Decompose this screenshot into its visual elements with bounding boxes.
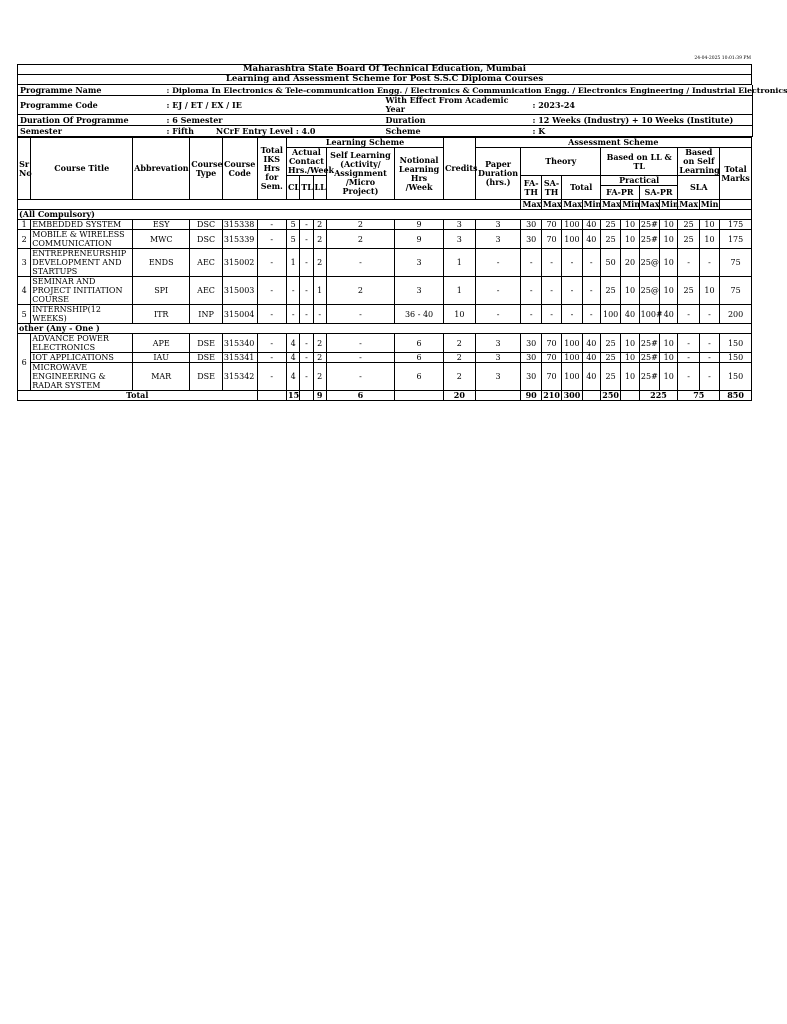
semester-value — [165, 126, 384, 137]
cell-nl: 9 — [395, 220, 444, 230]
duration-label: Duration — [385, 114, 426, 125]
course-title: ADVANCE POWER ELECTRONICS — [31, 334, 133, 353]
cell-type: DSC — [190, 220, 223, 230]
programme-code-label: Programme Code — [20, 99, 98, 110]
scheme-title: Learning and Assessment Scheme for Post S.S.C Diploma Courses — [18, 75, 752, 85]
cell-iks: - — [257, 220, 287, 230]
cell-cr: 3 — [444, 230, 476, 249]
hdr-min: Min — [661, 199, 679, 209]
scheme-table — [17, 137, 752, 401]
cell-nl: 3 — [395, 277, 444, 305]
cell-cl: 4 — [287, 363, 300, 391]
effect-value: : 2023-24 — [532, 99, 575, 110]
cell-sl: - — [326, 363, 394, 391]
cell-sapr-min: 10 — [660, 277, 678, 305]
cell-sl: 2 — [326, 277, 394, 305]
hdr-sla: SLA — [678, 176, 720, 200]
hdr-max: Max — [679, 199, 699, 209]
cell-total: 200 — [720, 305, 752, 324]
cell-sath: 70 — [541, 220, 561, 230]
cell-sapr-max: 25# — [640, 220, 658, 229]
course-title: IOT APPLICATIONS — [31, 353, 133, 363]
cell-pd: - — [475, 249, 521, 277]
total-cl: 15 — [288, 390, 300, 400]
cell-sl: - — [326, 305, 394, 324]
cell-cl: - — [287, 305, 300, 324]
cell-total: 150 — [720, 353, 752, 363]
cell-type: DSE — [190, 363, 223, 391]
cell-total: 75 — [720, 277, 752, 305]
hdr-total-marks: Total Marks — [720, 148, 752, 200]
hdr-notional: Notional Learning Hrs /Week — [395, 148, 444, 200]
cell-sapr-max: 25# — [640, 353, 658, 362]
cell-total: 150 — [720, 334, 752, 353]
cell-sapr-min: 10 — [660, 363, 678, 391]
cell-tmax: 100 — [562, 334, 582, 353]
cell-pd: - — [475, 277, 521, 305]
hdr-actual-contact: Actual Contact Hrs./Week — [288, 147, 335, 175]
cell-abbr: ESY — [133, 220, 190, 230]
cell-pd: 3 — [475, 334, 521, 353]
cell-cr: 2 — [444, 363, 476, 391]
cell-abbr: MAR — [133, 363, 190, 391]
cell-sla-max: - — [678, 363, 699, 391]
cell-code: 315003 — [222, 277, 257, 305]
cell-tl: - — [300, 220, 313, 230]
cell-fapr-min: 10 — [621, 277, 639, 305]
cell-sl: - — [326, 334, 394, 353]
hdr-min: Min — [583, 199, 602, 209]
hdr-min: Min — [622, 199, 641, 209]
cell-fapr-max: 25 — [600, 220, 620, 230]
cell-cr: 1 — [444, 249, 476, 277]
cell-sr: 5 — [18, 305, 31, 324]
cell-sla-min: 10 — [699, 277, 719, 305]
cell-sla-max: 25 — [678, 277, 699, 305]
cell-sath: - — [541, 249, 561, 277]
cell-abbr: ENDS — [133, 249, 190, 277]
group-compulsory: (All Compulsory) — [18, 210, 752, 220]
course-title: MOBILE & WIRELESS COMMUNICATION — [31, 230, 133, 249]
cell-cl: 4 — [287, 334, 300, 353]
cell-iks: - — [257, 277, 287, 305]
hdr-min: Min — [700, 199, 719, 209]
hdr-fa-th: FA-TH — [521, 176, 541, 200]
cell-fapr-min: 10 — [621, 230, 639, 249]
cell-type: AEC — [190, 249, 223, 277]
cell-iks: - — [257, 334, 287, 353]
cell-tl: - — [300, 363, 313, 391]
cell-fapr-min: 10 — [621, 353, 639, 363]
cell-sla-max: - — [678, 353, 699, 363]
cell-sapr-max: 25# — [639, 334, 659, 353]
cell-sath: 70 — [541, 353, 561, 363]
total-sla: 75 — [678, 391, 720, 401]
cell-total: 175 — [720, 230, 752, 249]
duration-programme-label: Duration Of Programme — [20, 114, 129, 125]
cell-sla-min: - — [699, 353, 719, 363]
cell-type: DSC — [190, 230, 223, 249]
table-row — [18, 305, 752, 324]
ncrf-level: NCrF Entry Level : 4.0 — [215, 125, 316, 136]
hdr-ll: LL — [313, 176, 326, 200]
hdr-tl: TL — [300, 176, 313, 200]
cell-fath: 30 — [521, 220, 541, 230]
cell-sapr-min: 10 — [660, 220, 678, 230]
cell-tmin: - — [582, 249, 600, 277]
cell-pd: 3 — [475, 220, 521, 230]
cell-code: 315339 — [222, 230, 257, 249]
course-title: ENTREPRENEURSHIP DEVELOPMENT AND STARTUPS — [31, 249, 133, 277]
table-row — [18, 363, 752, 391]
cell-sr: 3 — [18, 249, 31, 277]
duration-value: : 12 Weeks (Industry) + 10 Weeks (Institute) — [532, 114, 734, 125]
cell-pd: - — [475, 305, 521, 324]
hdr-sa-th: SA-TH — [541, 176, 561, 200]
cell-tmin: 40 — [582, 220, 600, 230]
table-row — [18, 249, 752, 277]
hdr-practical: Practical — [600, 176, 677, 186]
cell-sapr-min: 10 — [660, 249, 678, 277]
cell-sla-min: - — [699, 249, 719, 277]
cell-cl: 1 — [287, 249, 300, 277]
cell-code: 315342 — [222, 363, 257, 391]
cell-sla-max: 25 — [678, 220, 699, 230]
cell-nl: 36 - 40 — [395, 305, 444, 324]
cell-sapr-min: 40 — [660, 305, 678, 324]
cell-tl: - — [300, 334, 313, 353]
total-fa-th: 90 — [521, 391, 541, 401]
cell-sath: 70 — [541, 230, 561, 249]
cell-total: 175 — [720, 220, 752, 230]
total-theory: 300 — [563, 390, 581, 400]
scheme-sheet — [17, 64, 787, 401]
hdr-course-title: Course Title — [31, 138, 133, 200]
hdr-sa-pr: SA-PR — [639, 186, 678, 200]
course-title: SEMINAR AND PROJECT INITIATION COURSE — [31, 277, 133, 305]
cell-fath: 30 — [521, 353, 541, 363]
cell-sath: - — [541, 305, 561, 324]
cell-sapr-max: 25@ — [639, 277, 659, 305]
hdr-cl: CL — [287, 176, 300, 200]
cell-sl: 2 — [326, 230, 394, 249]
course-title: MICROWAVE ENGINEERING & RADAR SYSTEM — [31, 363, 133, 391]
cell-sapr-max: 25# — [639, 230, 659, 249]
cell-sapr-min: 10 — [660, 353, 678, 363]
programme-code-value: : EJ / ET / EX / IE — [166, 99, 242, 110]
title-table — [17, 64, 752, 85]
cell-ll: 2 — [313, 353, 326, 363]
hdr-max: Max — [522, 199, 542, 209]
cell-tmin: 40 — [582, 334, 600, 353]
cell-cr: 2 — [444, 334, 476, 353]
cell-fath: 30 — [521, 363, 541, 391]
cell-fapr-max: 25 — [600, 277, 620, 305]
hdr-sr: Sr No — [18, 138, 31, 200]
cell-fapr-max: 50 — [600, 249, 620, 277]
cell-tmax: 100 — [562, 220, 582, 230]
cell-cr: 10 — [444, 305, 476, 324]
total-sl: 6 — [326, 391, 394, 401]
table-row — [18, 277, 752, 305]
cell-code: 315341 — [222, 353, 257, 363]
total-marks: 850 — [720, 391, 752, 401]
cell-code: 315340 — [222, 334, 257, 353]
table-row — [18, 220, 752, 230]
cell-pd: 3 — [475, 230, 521, 249]
hdr-based-self: Based on Self Learning — [679, 147, 720, 175]
cell-tmax: 100 — [562, 230, 582, 249]
cell-tl: - — [300, 249, 313, 277]
cell-iks: - — [257, 249, 287, 277]
total-sa-pr: 225 — [639, 391, 678, 401]
cell-tl: - — [300, 230, 313, 249]
hdr-max: Max — [542, 199, 562, 209]
cell-fath: - — [521, 305, 541, 324]
cell-tl: - — [300, 277, 313, 305]
cell-sapr-max: 25# — [639, 363, 659, 391]
cell-sath: - — [541, 277, 561, 305]
cell-abbr: ITR — [133, 305, 190, 324]
course-title: EMBEDDED SYSTEM — [31, 220, 133, 230]
cell-sr: 4 — [18, 277, 31, 305]
cell-sapr-min: 10 — [660, 230, 678, 249]
cell-cl: 5 — [287, 230, 300, 249]
cell-cr: 2 — [444, 353, 476, 363]
cell-tmax: - — [562, 305, 582, 324]
hdr-fa-pr: FA-PR — [600, 186, 639, 200]
cell-fapr-min: 10 — [621, 334, 639, 353]
hdr-theory-total: Total — [562, 176, 601, 200]
programme-name-value: : Diploma In Electronics & Tele-communication Engg. / Electronics & Communication Engg. / Electronics Engineering / Industrial Electronics — [166, 85, 787, 95]
cell-ll: - — [313, 305, 326, 324]
table-row — [18, 353, 752, 363]
cell-cl: 4 — [287, 353, 300, 363]
cell-pd: 3 — [475, 353, 521, 363]
hdr-max: Max — [563, 199, 583, 209]
hdr-max: Max — [601, 199, 621, 209]
cell-fapr-min: 10 — [621, 220, 639, 230]
cell-cl: - — [287, 277, 300, 305]
cell-fapr-max: 25 — [600, 334, 620, 353]
cell-sath: 70 — [541, 363, 561, 391]
group-other: other (Any - One ) — [18, 324, 752, 334]
cell-iks: - — [257, 305, 287, 324]
cell-ll: 1 — [313, 277, 326, 305]
cell-code: 315002 — [222, 249, 257, 277]
cell-iks: - — [257, 363, 287, 391]
scheme-value: : K — [532, 125, 546, 136]
cell-fapr-min: 20 — [621, 249, 639, 277]
compulsory-rows — [18, 220, 752, 324]
cell-type: AEC — [190, 277, 223, 305]
cell-iks: - — [257, 353, 287, 363]
cell-nl: 9 — [395, 230, 444, 249]
cell-fapr-min: 10 — [621, 363, 639, 391]
course-title: INTERNSHIP(12 WEEKS) — [31, 305, 133, 324]
cell-nl: 6 — [395, 334, 444, 353]
cell-iks: - — [257, 230, 287, 249]
cell-fath: 30 — [521, 230, 541, 249]
cell-code: 315338 — [222, 220, 257, 230]
cell-ll: 2 — [313, 230, 326, 249]
cell-nl: 6 — [395, 353, 444, 363]
hdr-learning-scheme: Learning Scheme — [287, 138, 444, 148]
cell-type: INP — [190, 305, 223, 324]
cell-sl: - — [326, 249, 394, 277]
cell-abbr: MWC — [133, 230, 190, 249]
total-ll: 9 — [313, 391, 326, 401]
cell-tmin: 40 — [582, 353, 600, 363]
cell-fath: - — [521, 249, 541, 277]
cell-sla-min: 10 — [699, 220, 719, 230]
cell-total: 75 — [720, 249, 752, 277]
cell-fapr-max: 25 — [600, 353, 620, 363]
scheme-label: Scheme — [385, 125, 421, 136]
cell-fapr-min: 40 — [621, 305, 639, 324]
total-label: Total — [18, 391, 258, 401]
cell-abbr: SPI — [133, 277, 190, 305]
hdr-iks: Total IKS Hrs for Sem. — [257, 138, 287, 200]
cell-sla-min: - — [699, 363, 719, 391]
cell-type: DSE — [190, 353, 223, 363]
cell-tmin: 40 — [582, 230, 600, 249]
cell-sapr-min: 10 — [660, 334, 678, 353]
cell-nl: 6 — [395, 363, 444, 391]
elective-rows — [18, 334, 752, 391]
semester-text: : Fifth — [166, 125, 194, 136]
cell-type: DSE — [190, 334, 223, 353]
hdr-abbreviation: Abbrevation — [133, 138, 190, 200]
cell-abbr: APE — [133, 334, 190, 353]
cell-sla-min: - — [699, 305, 719, 324]
table-row — [18, 230, 752, 249]
hdr-assessment-scheme: Assessment Scheme — [475, 138, 751, 148]
programme-info — [17, 84, 787, 137]
hdr-course-type: Course Type — [190, 138, 223, 200]
cell-tmax: - — [562, 277, 582, 305]
cell-sl: - — [326, 353, 394, 363]
hdr-paper-duration: Paper Duration (hrs.) — [475, 148, 521, 200]
cell-cl: 5 — [287, 220, 300, 230]
cell-fath: 30 — [521, 334, 541, 353]
board-title: Maharashtra State Board Of Technical Education, Mumbai — [18, 65, 752, 75]
total-sa-th: 210 — [543, 390, 560, 400]
total-fa-pr: 250 — [602, 390, 619, 400]
hdr-max: Max — [640, 199, 660, 209]
effect-label: With Effect From Academic Year — [385, 95, 509, 114]
cell-abbr: IAU — [133, 353, 190, 363]
cell-sla-min: 10 — [699, 230, 719, 249]
cell-fapr-max: 100 — [600, 305, 620, 324]
cell-sr: 2 — [18, 230, 31, 249]
cell-cr: 3 — [444, 220, 476, 230]
cell-nl: 3 — [395, 249, 444, 277]
hdr-course-code: Course Code — [222, 138, 257, 200]
hdr-based-ll-tl: Based on LL & TL — [600, 148, 677, 176]
table-row — [18, 334, 752, 353]
cell-sath: 70 — [541, 334, 561, 353]
cell-tl: - — [300, 305, 313, 324]
cell-sla-max: 25 — [678, 230, 699, 249]
cell-ll: 2 — [313, 249, 326, 277]
cell-ll: 2 — [313, 220, 326, 230]
cell-fapr-max: 25 — [600, 230, 620, 249]
cell-ll: 2 — [313, 334, 326, 353]
total-credits: 20 — [444, 391, 476, 401]
semester-label: Semester — [20, 125, 62, 136]
cell-sapr-max: 100# — [639, 305, 659, 324]
cell-sla-max: - — [678, 305, 699, 324]
duration-programme-value: : 6 Semester — [166, 114, 223, 125]
cell-sapr-max: 25@ — [639, 249, 659, 277]
cell-code: 315004 — [222, 305, 257, 324]
cell-tmax: 100 — [562, 353, 582, 363]
cell-cr: 1 — [444, 277, 476, 305]
cell-fath: - — [521, 277, 541, 305]
hdr-credits: Credits — [444, 138, 476, 200]
cell-sla-max: - — [678, 334, 699, 353]
cell-ll: 2 — [313, 363, 326, 391]
print-timestamp: 24-04-2025 10:01:39 PM — [694, 56, 751, 61]
cell-sl: 2 — [326, 220, 394, 230]
cell-tmax: 100 — [562, 363, 582, 391]
hdr-self-learning: Self Learning (Activity/ Assignment /Micro Project) — [326, 148, 394, 200]
cell-tmin: 40 — [582, 363, 600, 391]
cell-tmax: - — [562, 249, 582, 277]
cell-sr: 6 — [18, 334, 31, 391]
cell-tmin: - — [582, 305, 600, 324]
cell-total: 150 — [720, 363, 752, 391]
cell-tl: - — [300, 353, 313, 363]
cell-sla-min: - — [699, 334, 719, 353]
programme-name-label: Programme Name — [20, 84, 102, 95]
cell-sr: 1 — [18, 220, 31, 230]
cell-pd: 3 — [475, 363, 521, 391]
cell-sla-max: - — [678, 249, 699, 277]
cell-fapr-max: 25 — [600, 363, 620, 391]
hdr-theory: Theory — [521, 148, 600, 176]
cell-tmin: - — [582, 277, 600, 305]
